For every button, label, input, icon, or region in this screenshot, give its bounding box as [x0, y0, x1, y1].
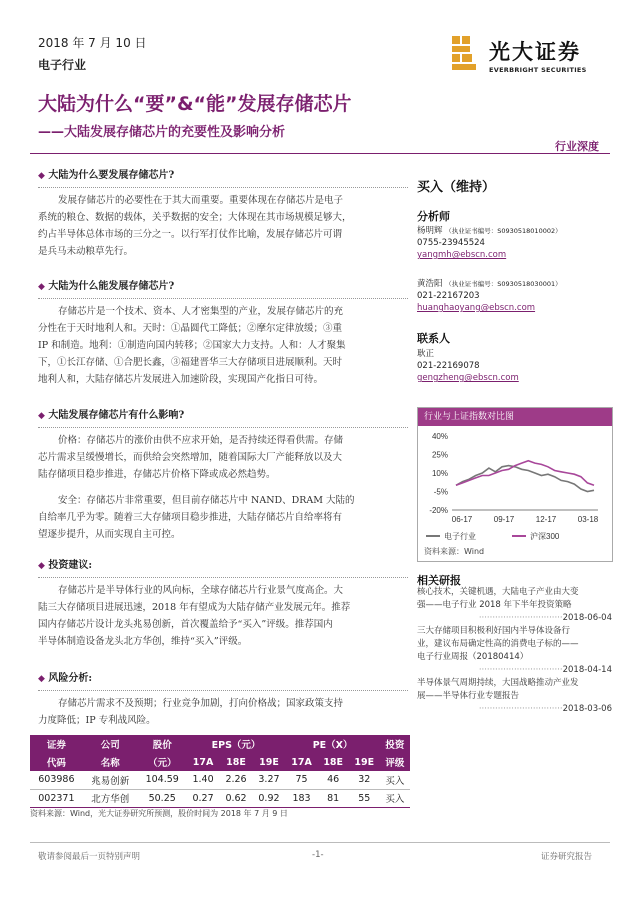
logo-icon: [452, 36, 480, 72]
analyst-email-link[interactable]: huanghaoyang@ebscn.com: [417, 303, 536, 313]
section-why-need: [38, 166, 408, 260]
related-report[interactable]: 三大存储项目积极利好国内半导体设备行 业，建议布局确定性高的消费电子标的—— 电子行业周报（20180414） ·······························2018-04-14: [417, 626, 612, 675]
diamond-icon: ◆: [38, 674, 45, 684]
related-date: 2018-04-14: [562, 665, 612, 675]
analyst-block: [417, 225, 612, 261]
related-report[interactable]: 半导体景气周期持续，大国战略推动产业发 展——半导体行业专题报告 ·······························2018-03-06: [417, 678, 612, 714]
series-line-0: [456, 466, 594, 492]
report-tag: 行业深度: [555, 140, 599, 153]
related-list: [417, 586, 612, 716]
section-paragraph: 发展存储芯片的必要性在于其大而重要。重要体现在存储芯片是电子 系统的粮仓、数据的载体，关乎数据的安全；大体现在其市场规模足够大， 约占半导体总体市场的三分之一。以行军打仗作比喻，发展存储芯片可谓 是兵马未动粮草先行。: [38, 195, 352, 257]
y-tick-label: -5%: [433, 487, 448, 497]
x-tick-label: 06-17: [451, 515, 473, 524]
report-title: 大陆为什么“要”&“能”发展存储芯片: [38, 93, 352, 115]
section-why-can: [38, 277, 408, 388]
dotted-divider: [38, 427, 408, 428]
footer-divider: [30, 842, 610, 843]
section-heading: ◆ 风险分析:: [38, 673, 93, 684]
x-tick-label: 03-18: [577, 515, 599, 524]
analyst-block: [417, 278, 612, 314]
section-paragraph: 存储芯片是半导体行业的风向标，全球存储芯片行业景气度高企。大 陆三大存储项目进展迅速，2018 年有望成为大陆存储产业发展元年。推荐 国内存储芯片设计龙头兆易创新，首次覆盖给予“买入”评级。推荐国内 半导体制造设备龙头北方华创，维持“买入”评级。: [38, 585, 351, 647]
title-divider: [30, 153, 610, 154]
analyst-name: 杨明辉: [417, 226, 443, 236]
section-paragraph: 安全：存储芯片非常重要，但目前存储芯片中 NAND、DRAM 大陆的 自给率几乎为零。随着三大存储项目稳步推进，大陆存储芯片自给率将有 望逐步提升，从而实现自主可控。: [38, 495, 355, 540]
contact-name: 耿正: [417, 349, 435, 359]
analyst-name: 黄浩阳: [417, 279, 443, 289]
logo-text: 光大证券: [489, 39, 581, 64]
analyst-phone: 0755-23945524: [417, 238, 485, 248]
diamond-icon: ◆: [38, 282, 45, 292]
footer-report-type: 证券研究报告: [541, 852, 593, 862]
table-row: 603986 兆易创新 104.59 1.40 2.26 3.27 75 46 32 买入: [30, 771, 410, 789]
y-tick-label: 25%: [431, 450, 448, 460]
logo-subtext: EVERBRIGHT SECURITIES: [489, 66, 587, 74]
table-header-row: 证券 公司 股价 EPS（元） PE（X） 投资: [30, 735, 410, 753]
dotted-divider: [38, 187, 408, 188]
page-number: -1-: [312, 850, 324, 860]
section-risk: [38, 669, 408, 729]
footer-disclaimer: 敬请参阅最后一页特别声明: [38, 852, 141, 862]
section-paragraph: 存储芯片需求不及预期；行业竞争加剧，打向价格战；国家政策支持 力度降低；IP 专利战风险。: [38, 698, 344, 726]
section-investment: [38, 556, 408, 650]
table-header-row: 代码 名称 （元） 17A 18E 19E 17A 18E 19E 评级: [30, 753, 410, 771]
analyst-heading: 分析师: [417, 210, 450, 223]
table-row: 002371 北方华创 50.25 0.27 0.62 0.92 183 81 55 买入: [30, 789, 410, 807]
section-heading: ◆ 投资建议:: [38, 560, 93, 571]
report-date: 2018 年 7 月 10 日: [38, 36, 147, 50]
x-tick-label: 09-17: [493, 515, 515, 524]
related-report[interactable]: 核心技术，关键机遇，大陆电子产业由大变 强——电子行业 2018 年下半年投资策略 ·······························2018-06-04: [417, 587, 612, 623]
y-tick-label: 10%: [431, 469, 448, 478]
diamond-icon: ◆: [38, 411, 45, 421]
diamond-icon: ◆: [38, 561, 45, 571]
related-heading: 相关研报: [417, 574, 461, 587]
section-paragraph: 存储芯片是一个技术、资本、人才密集型的产业，发展存储芯片的充 分性在于天时地利人和。天时：①晶圆代工降低；②摩尔定律放缓；③重 IP 和制造。地利：①制造向国内转移；②国家大力支持。人和：人才聚集 下，①长江存储、①合肥长鑫，③福建晋华三大存储项目进展顺利。天时 地利人和，大陆存储芯片发展进入加速阶段，实现国产化指日可待。: [38, 306, 346, 385]
chart-title: 行业与上证指数对比图: [418, 408, 612, 426]
series-line-1: [456, 461, 594, 486]
y-tick-label: 40%: [431, 432, 448, 441]
x-tick-label: 12-17: [535, 515, 557, 524]
section-heading: ◆ 大陆发展存储芯片有什么影响?: [38, 410, 185, 421]
earnings-table: [30, 735, 410, 808]
contact-phone: 021-22169078: [417, 361, 480, 371]
industry-label: 电子行业: [38, 58, 87, 72]
table-source: 资料来源：Wind，光大证券研究所预测，股价时间为 2018 年 7 月 9 日: [30, 809, 288, 818]
diamond-icon: ◆: [38, 171, 45, 181]
section-heading: ◆ 大陆为什么要发展存储芯片?: [38, 170, 175, 181]
section-paragraph: 价格：存储芯片的涨价由供不应求开始，是否持续还得看供需。存储 芯片需求呈缓慢增长，而供给会突然增加，随着国际大厂产能释放以及大 陆存储项目稳步推进，存储芯片价格下降或成必然趋势。: [38, 435, 344, 480]
contact-email-link[interactable]: gengzheng@ebscn.com: [417, 373, 519, 383]
rating: 买入（维持）: [417, 180, 496, 195]
legend-label: 电子行业: [444, 532, 476, 541]
section-impact: [38, 406, 408, 543]
contact-block: [417, 348, 612, 384]
dotted-divider: [38, 577, 408, 578]
dotted-divider: [38, 298, 408, 299]
y-tick-label: -20%: [429, 506, 448, 515]
section-heading: ◆ 大陆为什么能发展存储芯片?: [38, 281, 175, 292]
report-subtitle: ——大陆发展存储芯片的充要性及影响分析: [38, 125, 286, 140]
analyst-cert: （执业证书编号：S0930518010002）: [445, 227, 562, 235]
line-chart: [418, 428, 612, 560]
related-date: 2018-06-04: [562, 613, 612, 623]
related-date: 2018-03-06: [562, 704, 612, 714]
analyst-phone: 021-22167203: [417, 291, 480, 301]
dotted-divider: [38, 690, 408, 691]
contact-heading: 联系人: [417, 332, 450, 345]
analyst-cert: （执业证书编号：S0930518030001）: [445, 280, 562, 288]
analyst-email-link[interactable]: yangmh@ebscn.com: [417, 250, 507, 260]
chart-source: 资料来源：Wind: [424, 547, 485, 556]
legend-label: 沪深300: [530, 532, 560, 541]
